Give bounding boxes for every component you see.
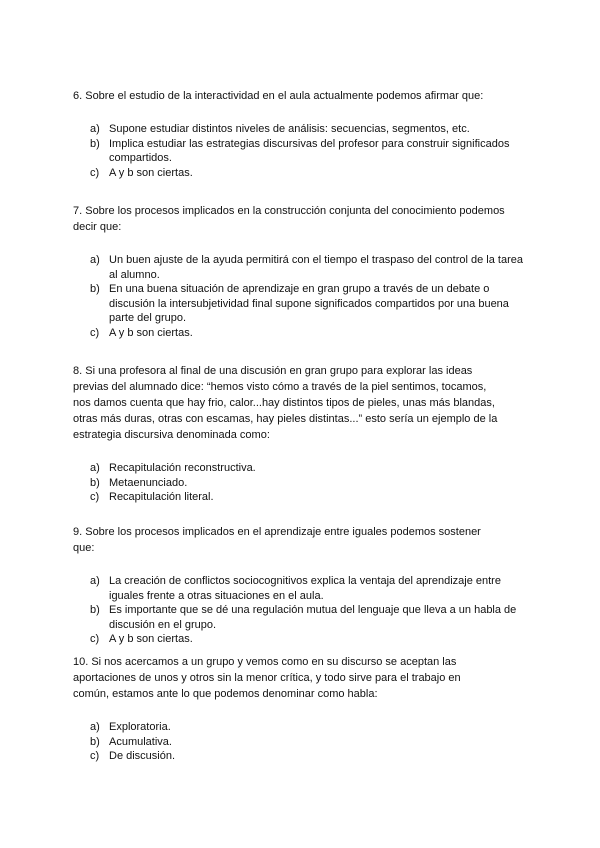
option-text: discusión en el grupo. <box>109 618 217 631</box>
answer-options <box>73 253 533 341</box>
answer-option <box>73 476 533 491</box>
option-text: Es importante que se dé una regulación mutua del lenguaje que lleva a un habla de <box>109 604 517 617</box>
option-text: Exploratoria. <box>109 721 171 733</box>
option-letter: a) <box>90 462 100 474</box>
question-stem-line: decir que: <box>73 221 122 233</box>
answer-option <box>73 735 533 750</box>
option-text: La creación de conflictos sociocognitivos explica la ventaja del aprendizaje entre <box>109 575 501 587</box>
answer-option <box>73 282 533 326</box>
option-letter: c) <box>90 326 100 339</box>
option-letter: b) <box>90 137 100 150</box>
question-stem <box>73 524 533 556</box>
option-letter: c) <box>90 166 100 179</box>
question-6 <box>73 88 533 180</box>
option-letter: a) <box>90 721 100 733</box>
answer-option <box>73 603 533 632</box>
question-stem <box>73 203 533 235</box>
question-stem-line: que: <box>73 542 95 554</box>
question-stem-line: 6. Sobre el estudio de la interactividad en el aula actualmente podemos afirmar que: <box>73 90 484 102</box>
answer-option <box>73 253 533 282</box>
option-text: Metaenunciado. <box>109 476 188 489</box>
option-letter: b) <box>90 283 100 296</box>
option-text: compartidos. <box>109 152 172 165</box>
option-letter: b) <box>90 476 100 489</box>
option-text: A y b son ciertas. <box>109 166 193 179</box>
question-stem-line: común, estamos ante lo que podemos denominar como habla: <box>73 688 378 700</box>
option-letter: c) <box>90 633 100 646</box>
question-stem-line: otras más duras, otras con escamas, hay pieles distintas...” esto sería un ejemplo de la <box>73 413 498 425</box>
option-letter: c) <box>90 750 100 763</box>
option-text: En una buena situación de aprendizaje en gran grupo a través de un debate o <box>109 283 490 296</box>
answer-option <box>73 122 533 137</box>
option-text: Supone estudiar distintos niveles de análisis: secuencias, segmentos, etc. <box>109 123 470 135</box>
option-text: parte del grupo. <box>109 312 187 325</box>
question-10 <box>73 654 533 764</box>
answer-options <box>73 574 533 647</box>
question-stem-line: estrategia discursiva denominada como: <box>73 429 270 441</box>
answer-option <box>73 137 533 166</box>
question-stem <box>73 88 533 104</box>
question-stem-line: nos damos cuenta que hay frio, calor...hay distintos tipos de pieles, unas más blandas, <box>73 397 495 409</box>
option-letter: b) <box>90 604 100 617</box>
question-8 <box>73 363 533 505</box>
question-stem-line: 10. Si nos acercamos a un grupo y vemos como en su discurso se aceptan las <box>73 656 457 668</box>
question-stem <box>73 363 533 443</box>
question-stem <box>73 654 533 702</box>
question-7 <box>73 203 533 341</box>
answer-option <box>73 490 533 505</box>
option-text: De discusión. <box>109 750 176 763</box>
option-letter: a) <box>90 254 100 266</box>
option-text: al alumno. <box>109 268 160 281</box>
answer-option <box>73 326 533 341</box>
question-stem-line: 7. Sobre los procesos implicados en la construcción conjunta del conocimiento podemos <box>73 205 505 217</box>
question-stem-line: aportaciones de unos y otros sin la menor crítica, y todo sirve para el trabajo en <box>73 672 461 684</box>
answer-option <box>73 166 533 181</box>
option-text: A y b son ciertas. <box>109 326 193 339</box>
answer-option <box>73 574 533 603</box>
option-text: Acumulativa. <box>109 735 172 748</box>
option-text: Recapitulación reconstructiva. <box>109 462 256 474</box>
question-stem-line: 8. Si una profesora al final de una discusión en gran grupo para explorar las ideas <box>73 365 473 377</box>
option-text: A y b son ciertas. <box>109 633 193 646</box>
option-text: Implica estudiar las estrategias discursivas del profesor para construir significados <box>109 137 510 150</box>
option-letter: a) <box>90 123 100 135</box>
option-text: iguales frente a otras situaciones en el aula. <box>109 589 324 602</box>
option-letter: a) <box>90 575 100 587</box>
question-9 <box>73 524 533 647</box>
answer-options <box>73 720 533 764</box>
answer-option <box>73 749 533 764</box>
answer-options <box>73 122 533 180</box>
option-letter: b) <box>90 735 100 748</box>
option-text: Un buen ajuste de la ayuda permitirá con el tiempo el traspaso del control de la tarea <box>109 254 523 266</box>
answer-option <box>73 461 533 476</box>
option-text: discusión la intersubjetividad final supone significados compartidos por una buena <box>109 297 509 310</box>
answer-option <box>73 632 533 647</box>
answer-option <box>73 720 533 735</box>
question-stem-line: 9. Sobre los procesos implicados en el aprendizaje entre iguales podemos sostener <box>73 526 481 538</box>
option-text: Recapitulación literal. <box>109 491 214 504</box>
option-letter: c) <box>90 491 100 504</box>
question-stem-line: previas del alumnado dice: “hemos visto cómo a través de la piel sentimos, tocamos, <box>73 381 487 393</box>
answer-options <box>73 461 533 505</box>
